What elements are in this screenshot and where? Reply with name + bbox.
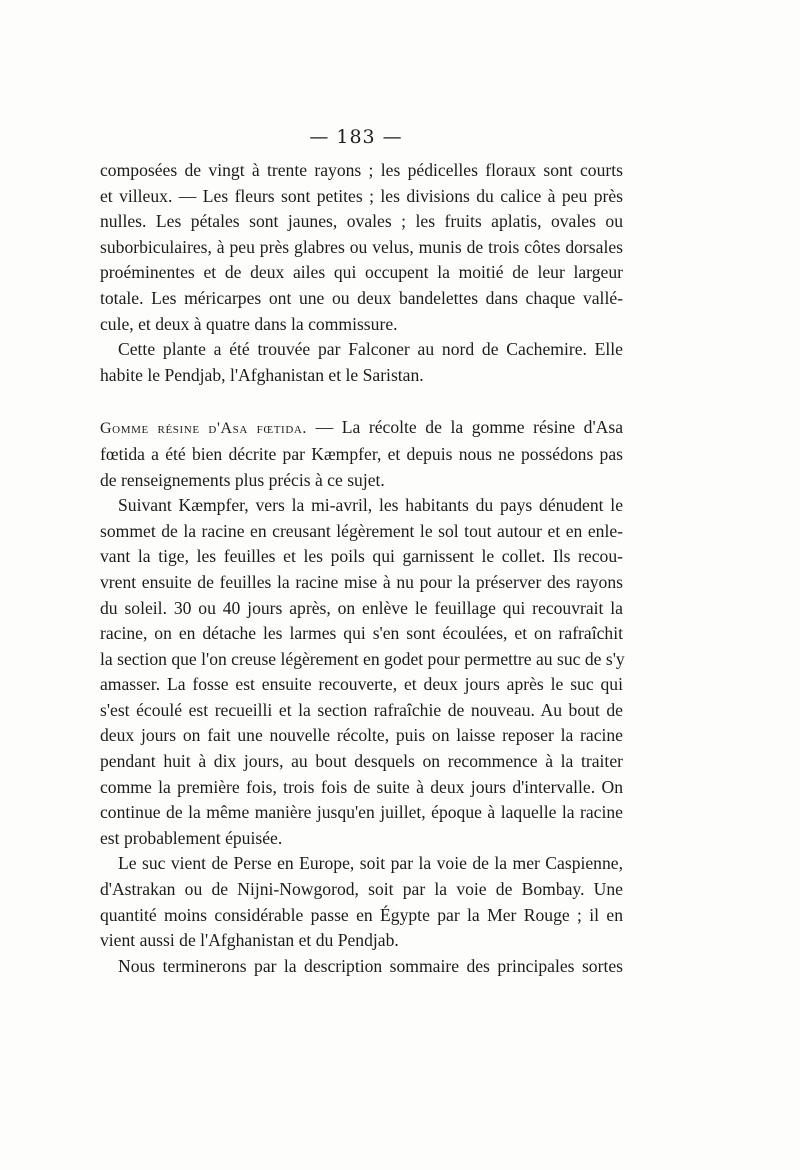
text-line: et villeux. — Les fleurs sont petites ; les divisions du calice à peu près: [100, 185, 623, 206]
text-line: du soleil. 30 ou 40 jours après, on enlève le feuillage qui recouvrait la: [100, 597, 623, 618]
text-line: est probablement épuisée.: [100, 827, 283, 848]
text-line: cule, et deux à quatre dans la commissure.: [100, 313, 398, 334]
text-line: vrent ensuite de feuilles la racine mise à nu pour la préserver des rayons: [100, 571, 623, 592]
text-line: Nous terminerons par la description sommaire des principales sortes: [118, 955, 623, 976]
text-line: [100, 415, 623, 442]
text-line: quantité moins considérable passe en Égypte par la Mer Rouge ; il en: [100, 904, 623, 925]
paragraph-4: [100, 493, 623, 851]
text-line: Suivant Kæmpfer, vers la mi-avril, les habitants du pays dénudent le: [118, 495, 623, 516]
text-line: pendant huit à dix jours, au bout desquels on recommence à la traiter: [100, 751, 623, 772]
text-line: suborbiculaires, à peu près glabres ou velus, munis de trois côtes dorsales: [100, 236, 623, 257]
paragraph-3: [100, 415, 623, 493]
paragraph-2: [100, 337, 623, 388]
text-line: d'Astrakan ou de Nijni-Nowgorod, soit par la voie de Bombay. Une: [100, 879, 623, 900]
text-line: nulles. Les pétales sont jaunes, ovales ; les fruits aplatis, ovales ou: [100, 211, 623, 232]
paragraph-6: [100, 954, 623, 980]
text-line: Cette plante a été trouvée par Falconer au nord de Cachemire. Elle: [118, 339, 623, 360]
text-line: s'est écoulé est recueilli et la section rafraîchie de nouveau. Au bout de: [100, 699, 623, 720]
text-line: totale. Les méricarpes ont une ou deux bandelettes dans chaque vallé-: [100, 287, 623, 308]
text-line: vient aussi de l'Afghanistan et du Pendjab.: [100, 930, 399, 951]
text-line: continue de la même manière jusqu'en juillet, époque à laquelle la racine: [100, 802, 623, 823]
text-fragment: — La récolte de la gomme résine d'Asa: [307, 417, 623, 438]
text-line: Le suc vient de Perse en Europe, soit par la voie de la mer Caspienne,: [118, 853, 623, 874]
paragraph-1: [100, 158, 623, 337]
text-line: amasser. La fosse est ensuite recouverte, et deux jours après le suc qui: [100, 674, 623, 695]
text-line: la section que l'on creuse légèrement en godet pour permettre au suc de s'y: [100, 648, 625, 669]
text-line: proéminentes et de deux ailes qui occupent la moitié de leur largeur: [100, 262, 623, 283]
text-line: sommet de la racine en creusant légèrement le sol tout autour et en enle-: [100, 520, 623, 541]
text-line: fœtida a été bien décrite par Kæmpfer, et depuis nous ne possédons pas: [100, 443, 623, 464]
text-line: racine, on en détache les larmes qui s'en sont écoulées, et on rafraîchit: [100, 623, 623, 644]
text-line: deux jours on fait une nouvelle récolte, puis on laisse reposer la racine: [100, 725, 623, 746]
page-number: — 183 —: [309, 126, 403, 148]
text-line: habite le Pendjab, l'Afghanistan et le Saristan.: [100, 364, 424, 385]
text-line: vant la tige, les feuilles et les poils qui garnissent le collet. Ils recou-: [100, 546, 623, 567]
section-heading: Gomme résine d'Asa fœtida.: [100, 420, 308, 438]
text-line: comme la première fois, trois fois de suite à deux jours d'intervalle. On: [100, 776, 623, 797]
body-text: [100, 158, 623, 979]
text-line: composées de vingt à trente rayons ; les pédicelles floraux sont courts: [100, 160, 623, 180]
text-line: de renseignements plus précis à ce sujet.: [100, 469, 385, 490]
paragraph-5: [100, 851, 623, 953]
